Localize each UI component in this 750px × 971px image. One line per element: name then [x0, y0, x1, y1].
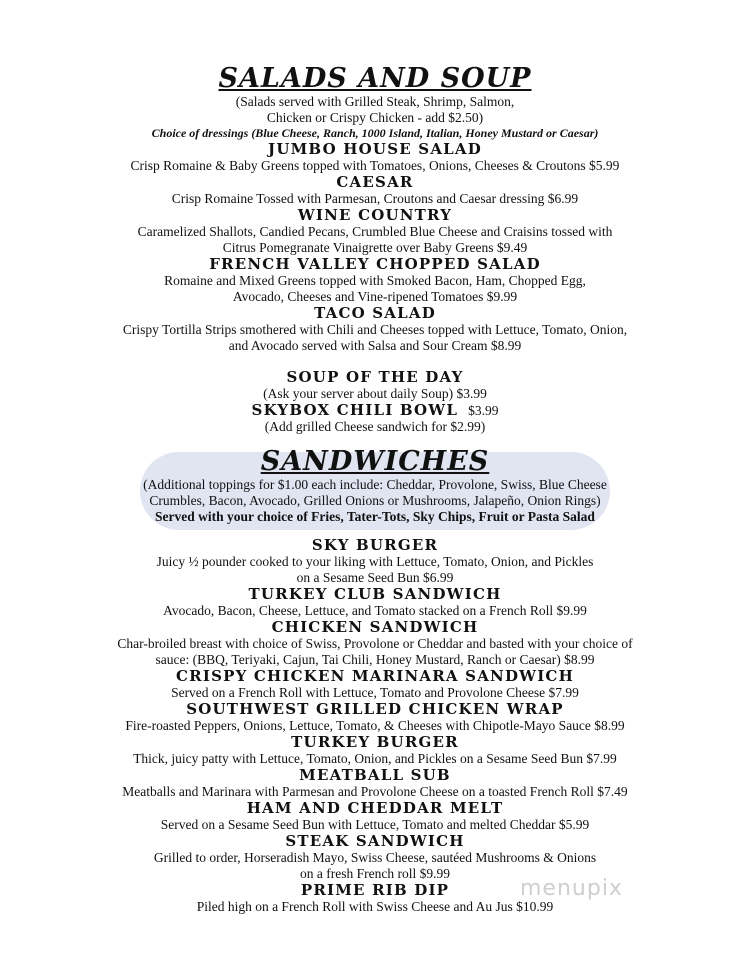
item-description: Crisp Romaine & Baby Greens topped with Tomatoes, Onions, Cheeses & Croutons $5.99	[130, 158, 620, 173]
sandwich-item	[40, 701, 710, 734]
sandwiches-title: SANDWICHES	[260, 446, 490, 477]
sandwich-item	[40, 619, 710, 668]
item-name: CAESAR	[336, 173, 414, 191]
salad-item	[40, 207, 710, 256]
item-description: Char-broiled breast with choice of Swiss, Provolone or Cheddar and basted with your choice of	[117, 636, 633, 651]
item-description: (Ask your server about daily Soup) $3.99	[263, 386, 487, 401]
soup-item	[40, 369, 710, 402]
item-name: SKY BURGER	[311, 536, 439, 554]
item-name: TACO SALAD	[314, 304, 436, 322]
item-name	[40, 402, 710, 419]
item-name: CHICKEN SANDWICH	[271, 618, 479, 636]
item-name: MEATBALL SUB	[299, 766, 451, 784]
item-description: Served on a Sesame Seed Bun with Lettuce, Tomato and melted Cheddar $5.99	[160, 817, 590, 832]
item-name: SOUTHWEST GRILLED CHICKEN WRAP	[186, 700, 564, 718]
item-name: CRISPY CHICKEN MARINARA SANDWICH	[176, 667, 574, 685]
sides-note: Served with your choice of Fries, Tater-Tots, Sky Chips, Fruit or Pasta Salad	[155, 509, 595, 524]
item-description: Caramelized Shallots, Candied Pecans, Crumbled Blue Cheese and Craisins tossed with	[137, 224, 613, 239]
sandwich-item	[40, 537, 710, 586]
item-description: sauce: (BBQ, Teriyaki, Cajun, Tai Chili, Honey Mustard, Ranch or Caesar) $8.99	[155, 652, 595, 667]
item-name: FRENCH VALLEY CHOPPED SALAD	[209, 255, 541, 273]
item-name-text: SKYBOX CHILI BOWL	[251, 401, 459, 419]
item-description: Crispy Tortilla Strips smothered with Chili and Cheeses topped with Lettuce, Tomato, Onion,	[122, 322, 628, 337]
item-name: JUMBO HOUSE SALAD	[268, 140, 482, 158]
salads-section	[40, 64, 710, 915]
salad-item	[40, 141, 710, 174]
item-description: Romaine and Mixed Greens topped with Smoked Bacon, Ham, Chopped Egg,	[164, 273, 586, 288]
menupix-watermark: menupix	[520, 876, 623, 901]
sandwich-item	[40, 833, 710, 882]
item-price: $3.99	[468, 403, 499, 418]
item-description: Piled high on a French Roll with Swiss Cheese and Au Jus $10.99	[196, 899, 554, 914]
sandwich-item	[40, 668, 710, 701]
salads-title: SALADS AND SOUP	[218, 63, 532, 94]
item-description: Avocado, Bacon, Cheese, Lettuce, and Tomato stacked on a French Roll $9.99	[163, 603, 587, 618]
item-name: SOUP OF THE DAY	[286, 368, 464, 386]
item-description: Citrus Pomegranate Vinaigrette over Baby Greens $9.49	[222, 240, 528, 255]
sandwiches-section	[40, 447, 710, 915]
sandwich-item	[40, 767, 710, 800]
salad-item	[40, 305, 710, 354]
sandwich-item	[40, 734, 710, 767]
salads-note: Chicken or Crispy Chicken - add $2.50)	[266, 110, 484, 125]
salad-item	[40, 174, 710, 207]
toppings-note: Crumbles, Bacon, Avocado, Grilled Onions or Mushrooms, Jalapeño, Onion Rings)	[149, 493, 601, 508]
item-description: Thick, juicy patty with Lettuce, Tomato, Onion, and Pickles on a Sesame Seed Bun $7.99	[133, 751, 617, 766]
item-description: on a Sesame Seed Bun $6.99	[296, 570, 454, 585]
sandwich-item	[40, 800, 710, 833]
dressings-note: Choice of dressings (Blue Cheese, Ranch, 1000 Island, Italian, Honey Mustard or Caesar)	[151, 126, 599, 140]
item-name: HAM AND CHEDDAR MELT	[246, 799, 504, 817]
item-description: (Add grilled Cheese sandwich for $2.99)	[264, 419, 486, 434]
toppings-note: (Additional toppings for $1.00 each include: Cheddar, Provolone, Swiss, Blue Cheese	[143, 477, 607, 492]
item-description: Grilled to order, Horseradish Mayo, Swiss Cheese, sautéed Mushrooms & Onions	[153, 850, 597, 865]
item-name: WINE COUNTRY	[297, 206, 453, 224]
item-description: Avocado, Cheeses and Vine-ripened Tomatoes $9.99	[232, 289, 518, 304]
item-description: Meatballs and Marinara with Parmesan and Provolone Cheese on a toasted French Roll $7.49	[122, 784, 628, 799]
item-name: TURKEY CLUB SANDWICH	[248, 585, 502, 603]
soup-item	[40, 402, 710, 435]
item-name: TURKEY BURGER	[291, 733, 459, 751]
salads-note: (Salads served with Grilled Steak, Shrimp, Salmon,	[235, 94, 515, 109]
item-description: and Avocado served with Salsa and Sour Cream $8.99	[228, 338, 522, 353]
sandwich-item	[40, 586, 710, 619]
salad-item	[40, 256, 710, 305]
item-description: Crisp Romaine Tossed with Parmesan, Croutons and Caesar dressing $6.99	[171, 191, 579, 206]
item-description: Fire-roasted Peppers, Onions, Lettuce, Tomato, & Cheeses with Chipotle-Mayo Sauce $8.99	[125, 718, 625, 733]
item-name: STEAK SANDWICH	[285, 832, 465, 850]
item-description: on a fresh French roll $9.99	[300, 866, 450, 881]
item-description: Juicy ½ pounder cooked to your liking with Lettuce, Tomato, Onion, and Pickles	[156, 554, 594, 569]
item-name: PRIME RIB DIP	[300, 881, 450, 899]
item-description: Served on a French Roll with Lettuce, Tomato and Provolone Cheese $7.99	[171, 685, 579, 700]
